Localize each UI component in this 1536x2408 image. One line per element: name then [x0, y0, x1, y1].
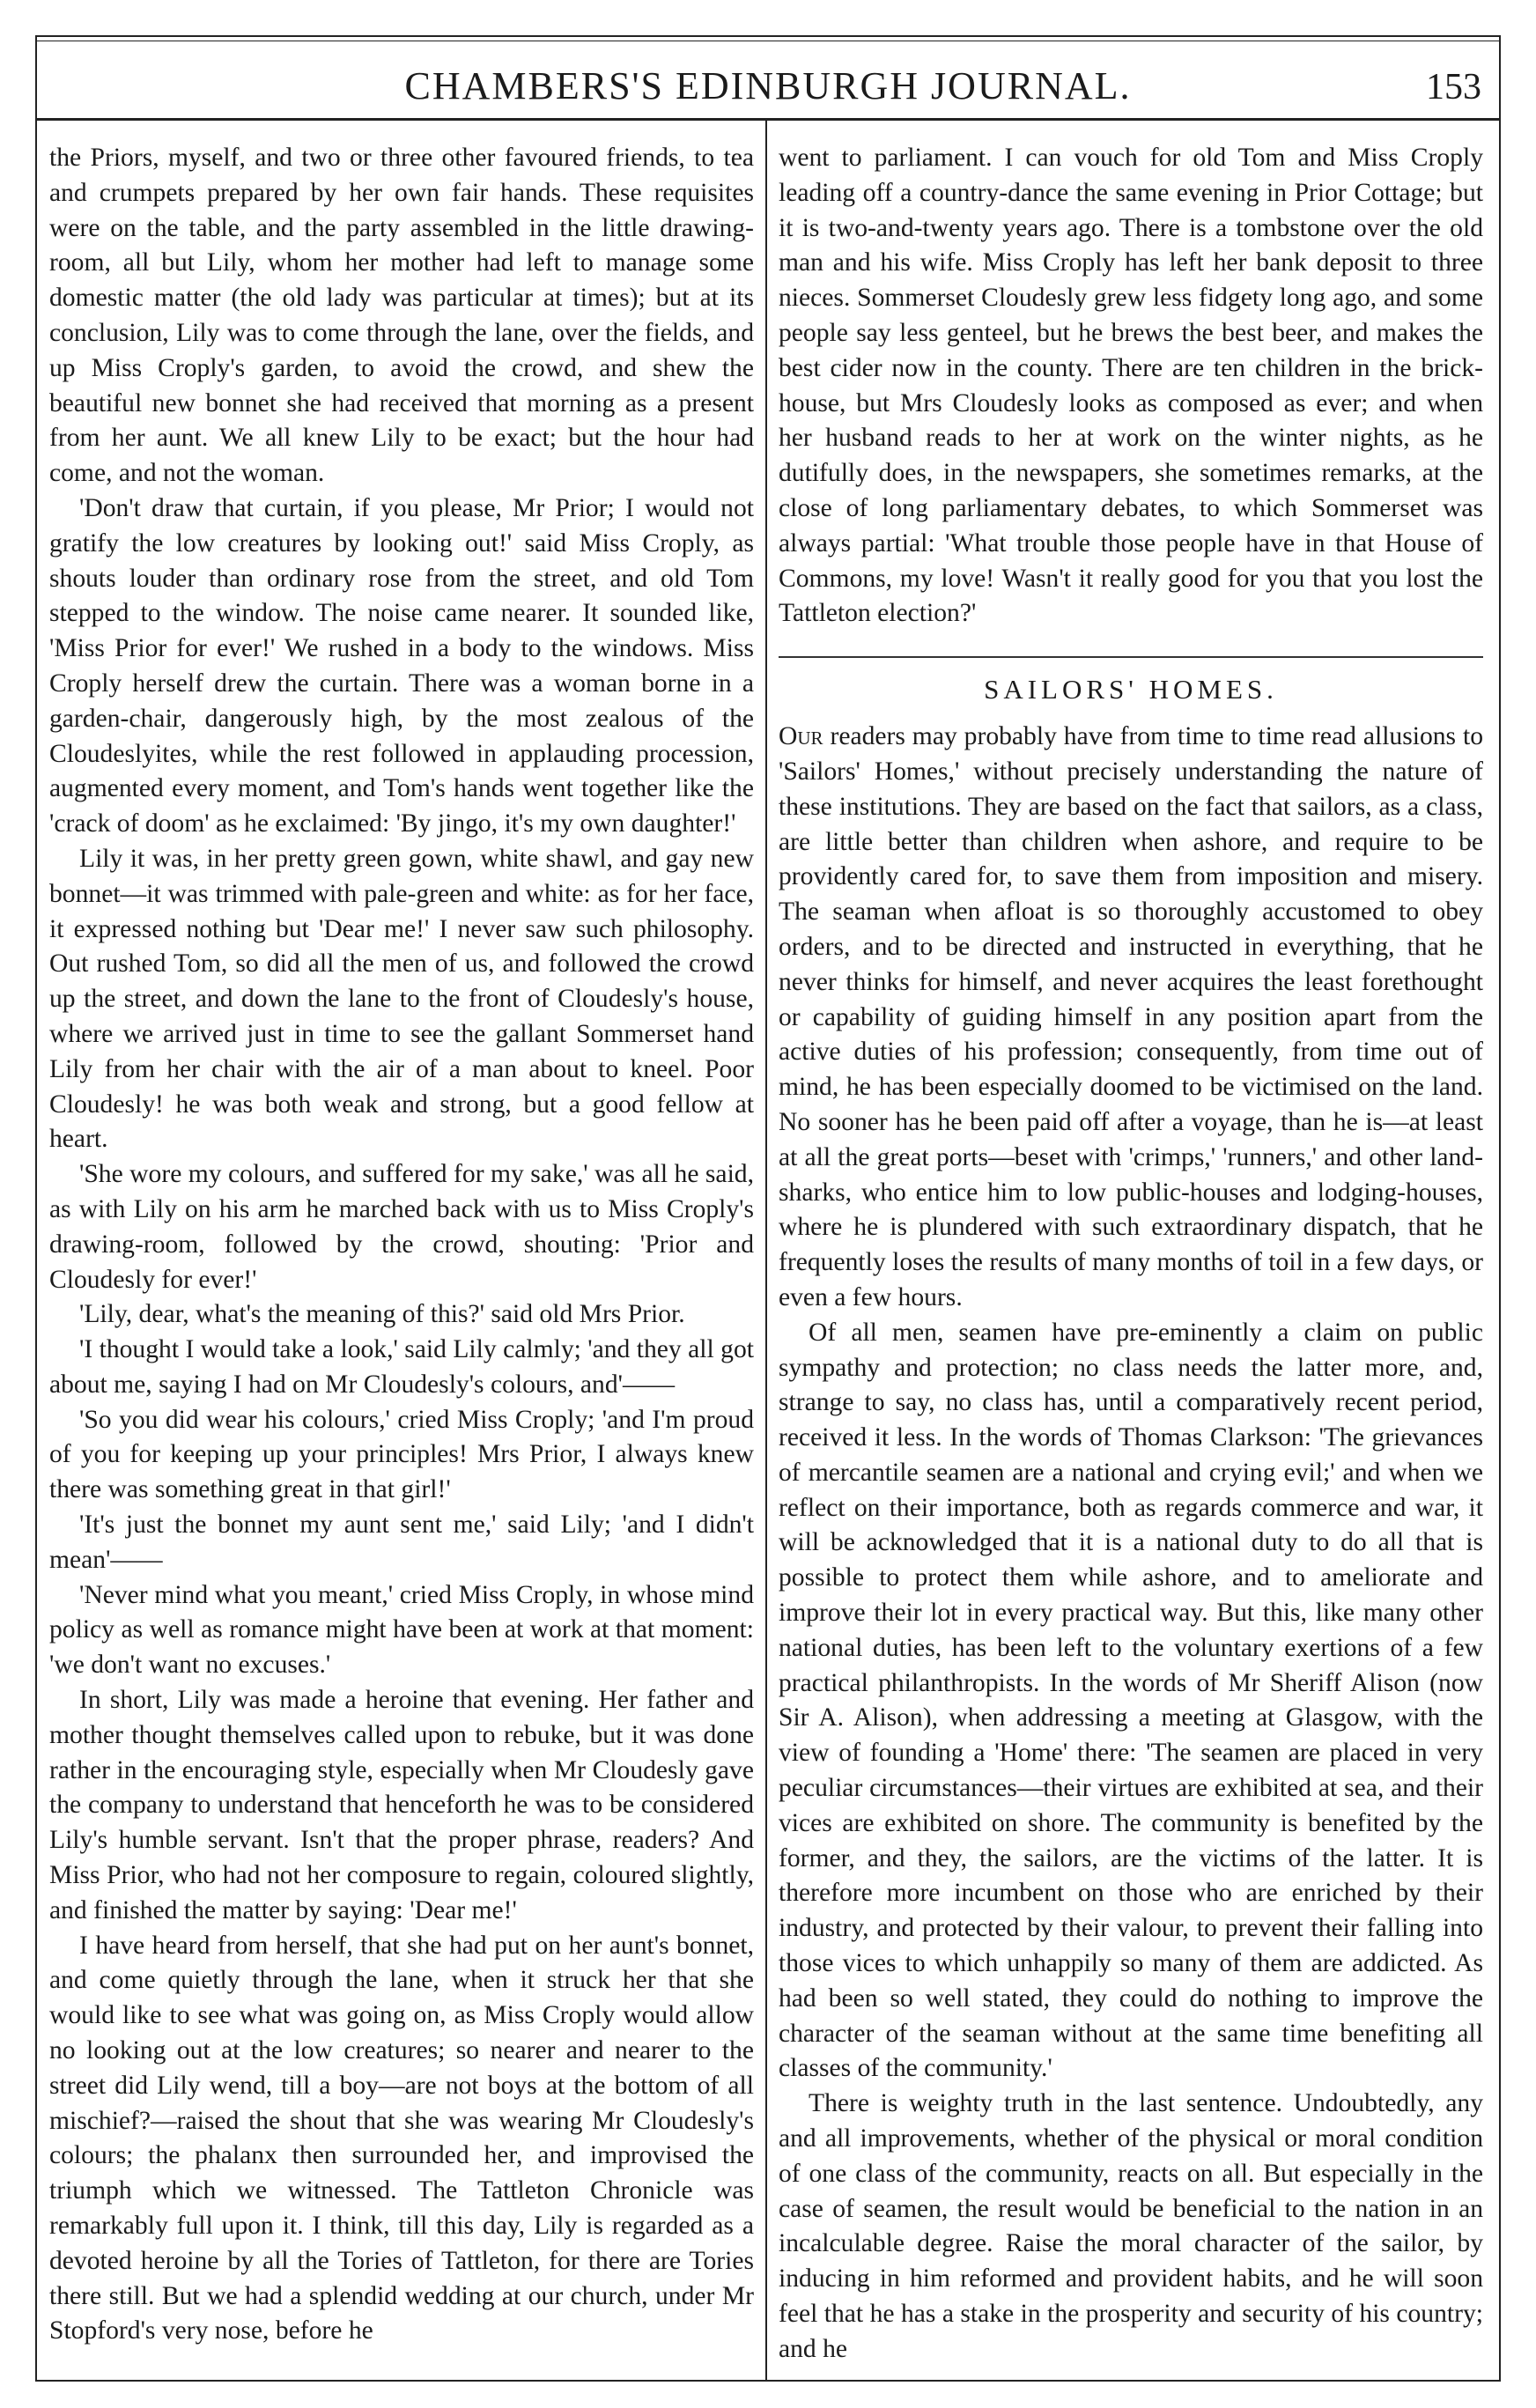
section-body — [779, 720, 1483, 2367]
left-margin-rule — [35, 35, 37, 2382]
header-rule — [35, 118, 1501, 121]
right-column — [779, 141, 1483, 2367]
opening-word: Our — [779, 722, 823, 751]
story-paragraph: Lily it was, in her pretty green gown, white shawl, and gay new bonnet—it was trimmed with pale-green and white: as for her face, it expressed nothing but 'Dear me!' I never saw such philosophy. Out rushed Tom, so did all the men of us, and followed the crowd up the street, and down the lane to the front of Cloudesly's house, where we arrived just in time to see the gallant Sommerset hand Lily from her chair with the air of a man about to kneel. Poor Cloudesly! he was both weak and strong, but a good fellow at heart. — [49, 844, 754, 1154]
story-paragraph: 'It's just the bonnet my aunt sent me,' said Lily; 'and I didn't mean'—— — [49, 1511, 754, 1574]
right-margin-rule — [1499, 35, 1501, 2382]
story-paragraph: 'Don't draw that curtain, if you please, Mr Prior; I would not gratify the low creatures by looking out!' said Miss Croply, as shouts louder than ordinary rose from the street, and old Tom stepped to the window. The noise came nearer. It sounded like, 'Miss Prior for ever!' We rushed in a body to the windows. Miss Croply herself drew the curtain. There was a woman borne in a garden-chair, dangerously high, by the most zealous of the Cloudeslyites, while the rest followed in applauding procession, augmented every moment, and Tom's hands went together like the 'crack of doom' as he exclaimed: 'By jingo, it's my own daughter!' — [49, 493, 754, 838]
story-paragraph: 'She wore my colours, and suffered for my sake,' was all he said, as with Lily on his arm he marched back with us to Miss Croply's drawing-room, followed by the crowd, shouting: 'Prior and Cloudesly for ever!' — [49, 1160, 754, 1294]
section-title: SAILORS' HOMES. — [984, 674, 1278, 705]
opening-paragraph-text: readers may probably have from time to time read allusions to 'Sailors' Homes,' without precisely understanding the nature of these institutions. They are based on the fact that sailors, as a class, are little better than children when ashore, and require to be providently cared for, to save them from imposition and misery. The seaman when afloat is so thoroughly accustomed to obey orders, and to be directed and instructed in everything, that he never thinks for himself, and never acquires the least forethought or capability of guiding himself in any position apart from the active duties of his profession; consequently, from time out of mind, he has been especially doomed to be victimised on the land. No sooner has he been paid off after a voyage, than he is—at least at all the great ports—beset with 'crimps,' 'runners,' and other land-sharks, who entice him to low public-houses and lodging-houses, where he is plundered with such extraordinary dispatch, that he frequently loses the results of many months of toil in a few days, or even a few hours. — [779, 722, 1483, 1311]
story-paragraph: 'Never mind what you meant,' cried Miss Croply, in whose mind policy as well as romance might have been at work at that moment: 'we don't want no excuses.' — [49, 1580, 754, 1680]
story-paragraph: In short, Lily was made a heroine that evening. Her father and mother thought themselves called upon to rebuke, but it was done rather in the encouraging style, especially when Mr Cloudesly gave the company to understand that henceforth he was to be considered Lily's humble servant. Isn't that the proper phrase, readers? And Miss Prior, who had not her composure to regain, coloured slightly, and finished the matter by saying: 'Dear me!' — [49, 1686, 754, 1924]
section-divider — [779, 656, 1483, 658]
article-paragraph: Of all men, seamen have pre-eminently a claim on public sympathy and protection; no class needs the latter more, and, strange to say, no class has, until a comparatively recent period, received it less. In the words of Thomas Clarkson: 'The grievances of mercantile seamen are a national and crying evil;' and when we reflect on their importance, both as regards commerce and war, it will be acknowledged that it is a national duty to do all that is possible to protect them while ashore, and to ameliorate and improve their lot in every practical way. But this, like many other national duties, has been left to the voluntary exertions of a few practical philanthropists. In the words of Mr Sheriff Alison (now Sir A. Alison), when addressing a meeting at Glasgow, with the view of founding a 'Home' there: 'The seamen are placed in very peculiar circumstances—their virtues are exhibited at sea, and their vices are exhibited on shore. The community is benefited by the former, and they, the sailors, are the victims of the latter. It is therefore more incumbent on those who are enriched by their industry, and protected by their valour, to prevent their falling into those vices to which unhappily so many of them are addicted. As had been so well stated, they could do nothing to improve the character of the seaman without at the same time benefiting all classes of the community.' — [779, 1318, 1483, 2083]
top-border-rule — [35, 35, 1501, 37]
page-number: 153 — [1426, 67, 1481, 107]
story-paragraph: 'Lily, dear, what's the meaning of this?' said old Mrs Prior. — [79, 1300, 685, 1329]
bottom-border-rule — [35, 2380, 1501, 2382]
story-paragraph: I have heard from herself, that she had put on her aunt's bonnet, and come quietly through the lane, when it struck her that she would like to see what was going on, as Miss Croply would allow no looking out at the low creatures; so nearer and nearer to the street did Lily wend, till a boy—are not boys at the bottom of all mischief?—raised the shout that she was wearing Mr Cloudesly's colours; the phalanx then surrounded her, and improvised the triumph which we witnessed. The Tattleton Chronicle was remarkably full upon it. I think, till this day, Lily is regarded as a devoted heroine by all the Tories of Tattleton, for there are Tories there still. But we had a splendid wedding at our church, under Mr Stopford's very nose, before he — [49, 1931, 754, 2345]
story-paragraph: 'So you did wear his colours,' cried Miss Croply; 'and I'm proud of you for keeping up your principles! Mrs Prior, I always knew there was something great in that girl!' — [49, 1405, 754, 1504]
story-paragraph: 'I thought I would take a look,' said Lily calmly; 'and they all got about me, saying I had on Mr Cloudesly's colours, and'—— — [49, 1335, 754, 1399]
article-paragraph: There is weighty truth in the last sentence. Undoubtedly, any and all improvements, whether of the physical or moral condition of one class of the community, reacts on all. But especially in the case of seamen, the result would be beneficial to the nation in an incalculable degree. Raise the moral character of the sailor, by inducing in him reformed and provident habits, and he will soon feel that he has a stake in the prosperity and security of his country; and he — [779, 2089, 1483, 2363]
journal-title: CHAMBERS'S EDINBURGH JOURNAL. — [404, 64, 1132, 107]
left-column — [49, 141, 754, 2349]
article-paragraph — [779, 720, 1483, 1316]
story-paragraph: the Priors, myself, and two or three other favoured friends, to tea and crumpets prepared by her own fair hands. These requisites were on the table, and the party assembled in the little drawing-room, all but Lily, whom her mother had left to manage some domestic matter (the old lady was particular at times); but at its conclusion, Lily was to come through the lane, over the fields, and up Miss Croply's garden, to avoid the crowd, and shew the beautiful new bonnet she had received that morning as a present from her aunt. We all knew Lily to be exact; but the hour had come, and not the woman. — [49, 144, 754, 488]
column-divider — [765, 118, 767, 2382]
continuation-paragraph: went to parliament. I can vouch for old Tom and Miss Croply leading off a country-dance the same evening in Prior Cottage; but it is two-and-twenty years ago. There is a tombstone over the old man and his wife. Miss Croply has left her bank deposit to three nieces. Sommerset Cloudesly grew less fidgety long ago, and some people say less genteel, but he brews the best beer, and makes the best cider now in the county. There are ten children in the brick-house, but Mrs Cloudesly looks as composed as ever; and when her husband reads to her at work on the winter nights, as he dutifully does, in the newspapers, she sometimes remarks, at the close of long parliamentary debates, to which Sommerset was always partial: 'What trouble those people have in that House of Commons, my love! Wasn't it really good for you that you lost the Tattleton election?' — [779, 144, 1483, 628]
